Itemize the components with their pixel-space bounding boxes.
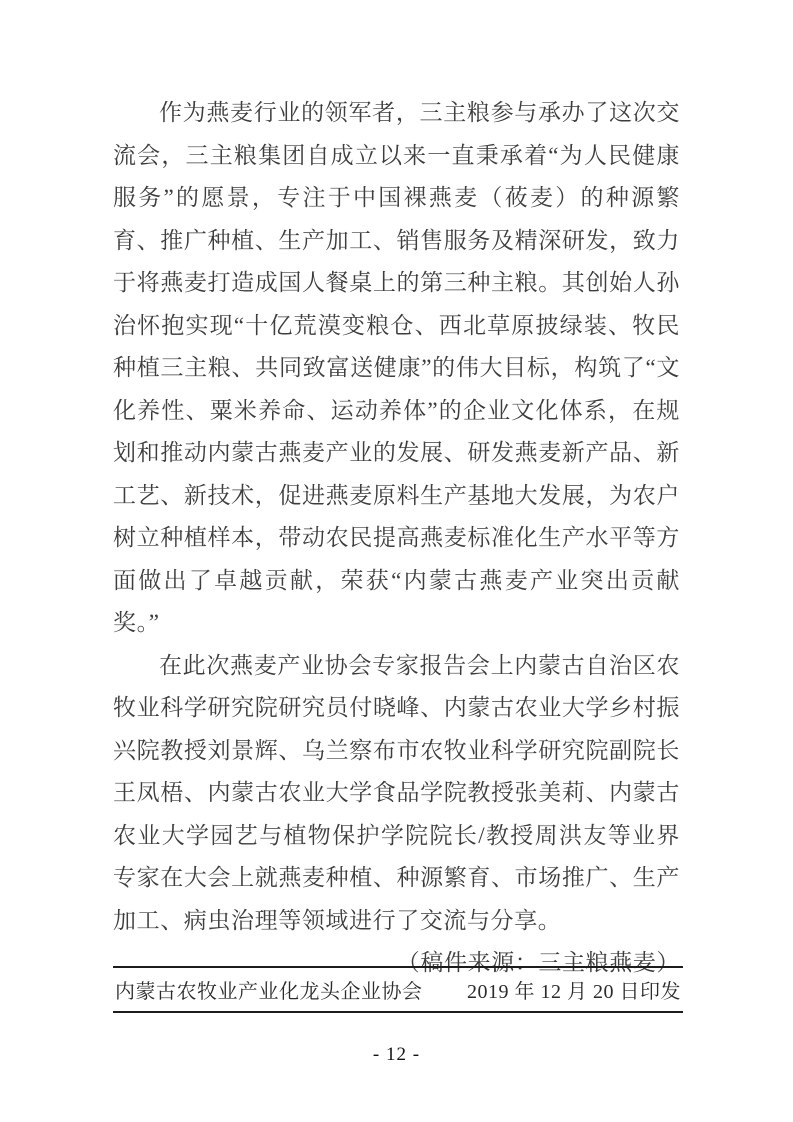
document-body: [113, 92, 680, 985]
page-number: - 12 -: [372, 1044, 421, 1065]
footer-issuer: 内蒙古农牧业产业化龙头企业协会: [115, 981, 423, 1003]
paragraph-1: 作为燕麦行业的领军者，三主粮参与承办了这次交流会，三主粮集团自成立以来一直秉承着“为人民健康服务”的愿景，专注于中国裸燕麦（莜麦）的种源繁育、推广种植、生产加工、销售服务及精深研发，致力于将燕麦打造成国人餐桌上的第三种主粮。其创始人孙治怀抱实现“十亿荒漠变粮仓、西北草原披绿装、牧民种植三主粮、共同致富送健康”的伟大目标，构筑了“文化养性、粟米养命、运动养体”的企业文化体系，在规划和推动内蒙古燕麦产业的发展、研发燕麦新产品、新工艺、新技术，促进燕麦原料生产基地大发展，为农户树立种植样本，带动农民提高燕麦标准化生产水平等方面做出了卓越贡献，荣获“内蒙古燕麦产业突出贡献奖。”: [113, 100, 680, 635]
footer-rule-bar: [113, 966, 683, 1013]
paragraph-2: 在此次燕麦产业协会专家报告会上内蒙古自治区农牧业科学研究院研究员付晓峰、内蒙古农业大学乡村振兴院教授刘景辉、乌兰察布市农牧业科学研究院副院长王凤梧、内蒙古农业大学食品学院教授张美莉、内蒙古农业大学园艺与植物保护学院院长/教授周洪友等业界专家在大会上就燕麦种植、种源繁育、市场推广、生产加工、病虫治理等领域进行了交流与分享。: [113, 652, 680, 933]
source-attribution: （稿件来源：三主粮燕麦）: [396, 950, 680, 975]
footer-print-date: 2019 年 12 月 20 日印发: [467, 981, 681, 1003]
